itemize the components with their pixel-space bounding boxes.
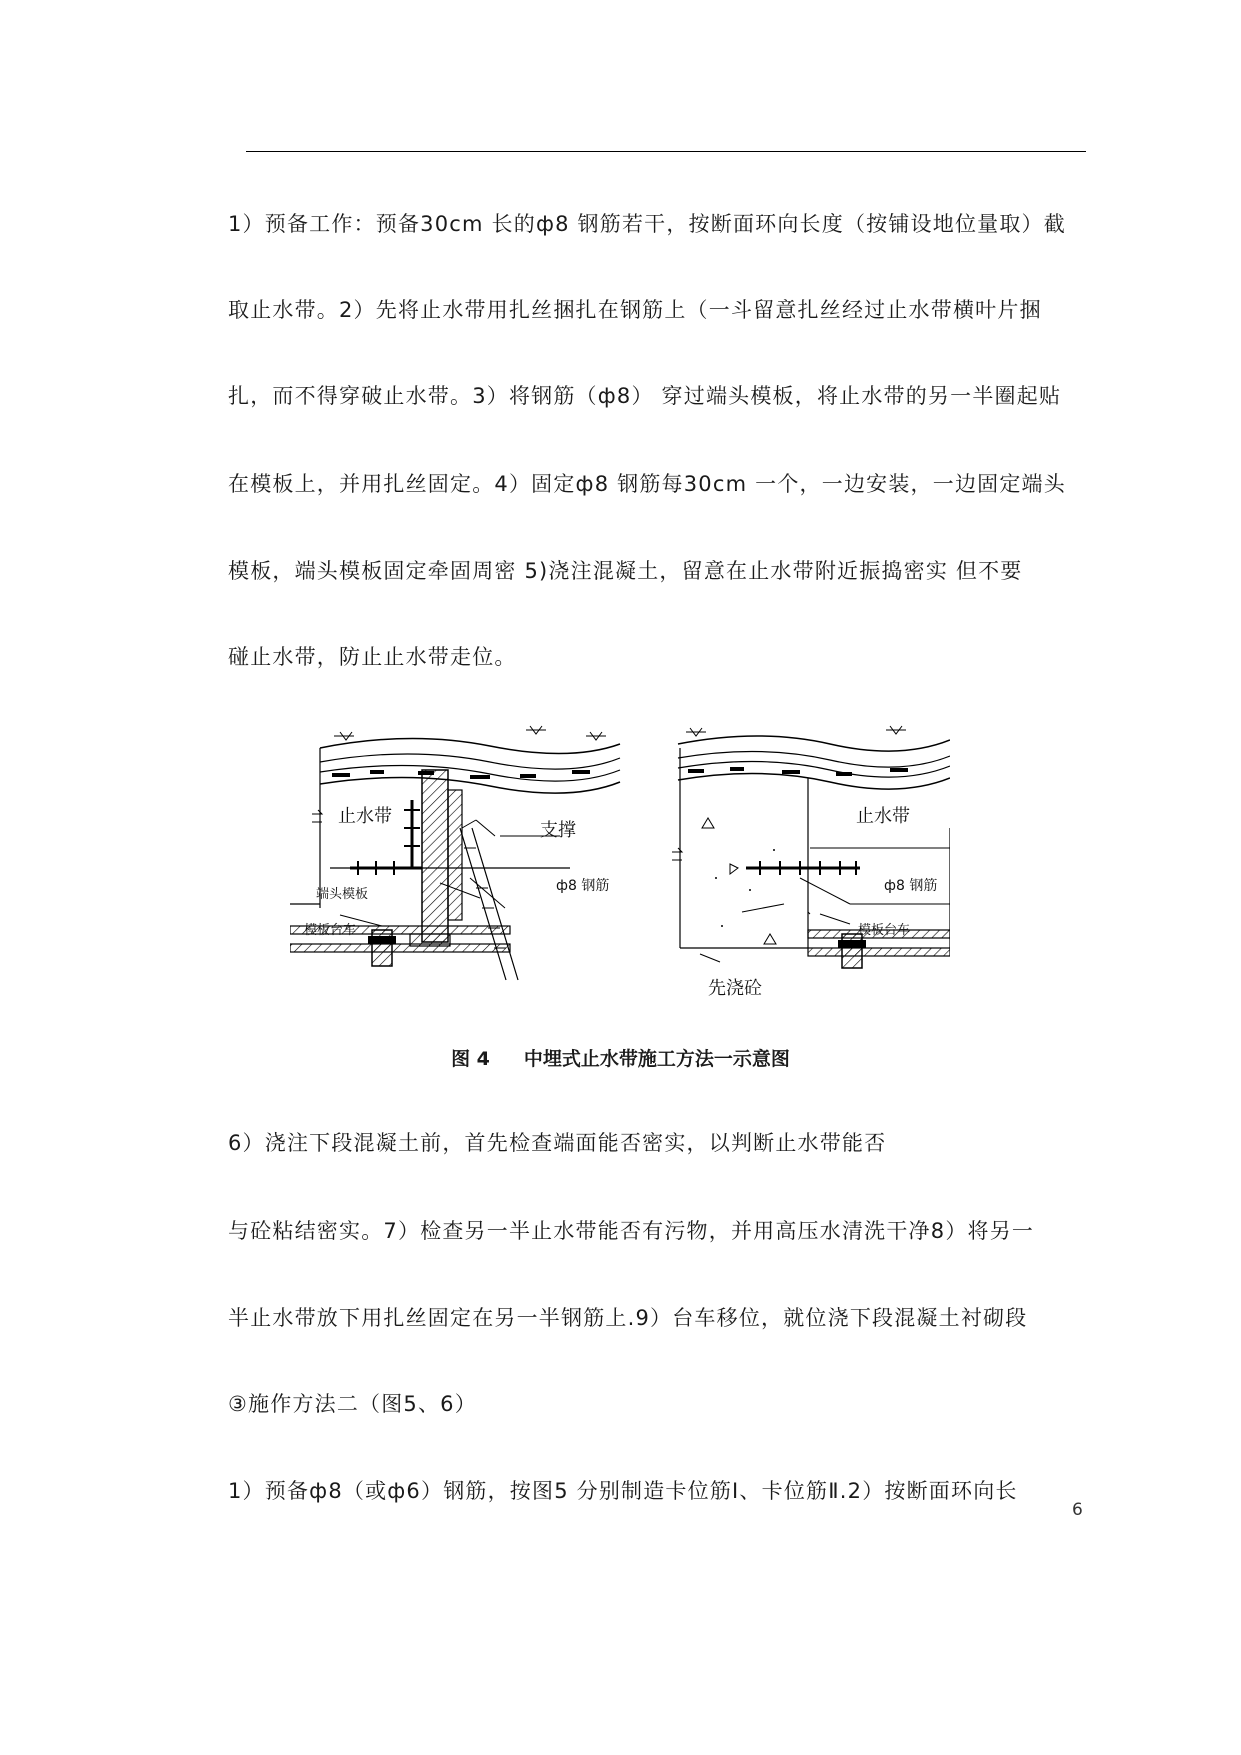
figure-caption-number: 图 4 (451, 1048, 490, 1070)
paragraph-line: 半止水带放下用扎丝固定在另一半钢筋上.9）台车移位，就位浇下段混凝土衬砌段 (228, 1306, 1028, 1330)
label-rebar-left: ф8 钢筋 (556, 878, 610, 894)
paragraph-line: 取止水带。2）先将止水带用扎丝捆扎在钢筋上（一斗留意扎丝经过止水带横叶片捆 (228, 298, 1042, 322)
paragraph-line: ③施作方法二（图5、6） (228, 1392, 477, 1416)
label-rebar-right: ф8 钢筋 (884, 878, 938, 894)
paragraph-line: 在模板上，并用扎丝固定。4）固定ф8 钢筋每30cm 一个，一边安装，一边固定端头 (228, 472, 1066, 496)
label-support: 支撑 (540, 820, 576, 841)
label-waterstop-right: 止水带 (856, 806, 910, 827)
paragraph-line: 碰止水带，防止止水带走位。 (228, 645, 517, 669)
paragraph-line: 1）预备工作：预备30cm 长的ф8 钢筋若干，按断面环向长度（按铺设地位量取）截 (228, 212, 1066, 236)
left-panel-diagram (290, 726, 620, 980)
figure-caption-text: 中埋式止水带施工方法一示意图 (523, 1048, 790, 1070)
label-trolley-left: 模板台车 (304, 923, 357, 938)
label-end-formwork: 端头模板 (316, 887, 369, 902)
paragraph-line: 1）预备ф8（或ф6）钢筋，按图5 分别制造卡位筋Ⅰ、卡位筋Ⅱ.2）按断面环向长 (228, 1479, 1018, 1503)
header-rule (246, 151, 1086, 152)
paragraph-line: 模板，端头模板固定牵固周密 5)浇注混凝土，留意在止水带附近振捣密实 但不要 (228, 559, 1023, 583)
paragraph-line: 与砼粘结密实。7）检查另一半止水带能否有污物，并用高压水清洗干净8）将另一 (228, 1219, 1035, 1243)
waterstop-construction-figure (290, 718, 950, 1018)
paragraph-line: 扎，而不得穿破止水带。3）将钢筋（ф8） 穿过端头模板，将止水带的另一半圈起贴 (228, 384, 1062, 408)
label-waterstop-left: 止水带 (338, 806, 392, 827)
paragraph-line: 6）浇注下段混凝土前，首先检查端面能否密实，以判断止水带能否 (228, 1131, 887, 1155)
label-trolley-right: 模板台车 (858, 923, 911, 938)
label-first-poured-concrete: 先浇砼 (708, 978, 762, 999)
page-number: 6 (1072, 1500, 1083, 1520)
figure-caption (0, 1044, 1241, 1071)
right-panel-diagram (672, 726, 950, 999)
